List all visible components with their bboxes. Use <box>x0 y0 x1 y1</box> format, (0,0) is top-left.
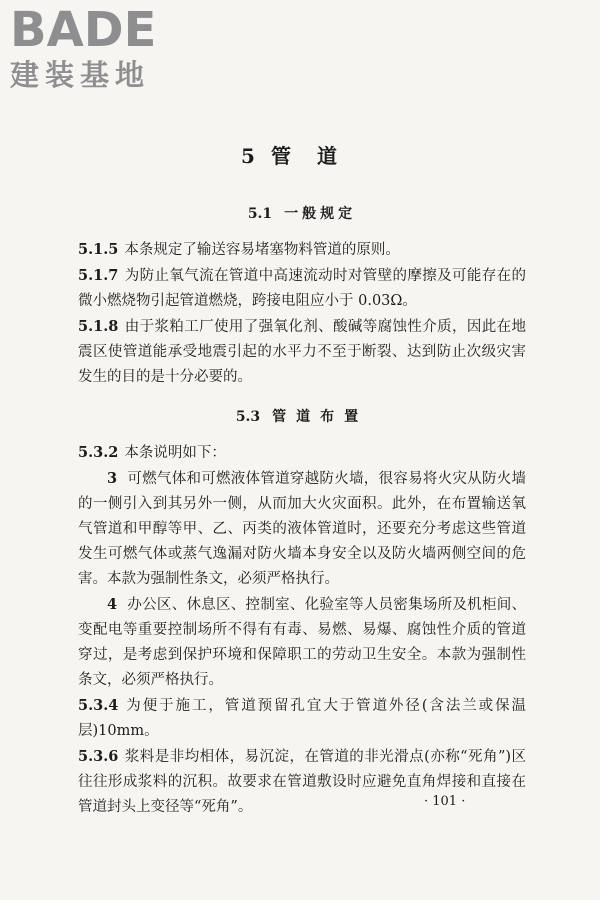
clause-5-1-8 <box>78 314 526 390</box>
clause-number: 5.3.6 <box>78 748 119 765</box>
clause-number: 5.3.4 <box>78 697 119 714</box>
clause-text: 为便于施工，管道预留孔宜大于管道外径(含法兰或保温层)10mm。 <box>78 698 526 739</box>
clause-number: 5.1.7 <box>78 267 119 284</box>
item-number: 3 <box>107 470 118 487</box>
clause-5-3-2 <box>78 440 526 466</box>
clause-text: 本条说明如下： <box>124 445 226 461</box>
item-number: 4 <box>107 596 118 613</box>
section-heading-5-3 <box>78 406 526 426</box>
item-text: 办公区、休息区、控制室、化验室等人员密集场所及机柜间、变配电等重要控制场所不得有有毒、易燃、易爆、腐蚀性介质的管道穿过，是考虑到保护环境和保障职工的劳动卫生安全。本款为强制性条文，必须严格执行。 <box>78 597 526 688</box>
clause-item-4 <box>78 592 526 693</box>
clause-item-3 <box>78 466 526 592</box>
clause-number: 5.1.5 <box>78 241 119 258</box>
clause-5-1-5 <box>78 237 526 263</box>
clause-text: 由于浆粕工厂使用了强氧化剂、酸碱等腐蚀性介质，因此在地震区使管道能承受地震引起的水平力不至于断裂、达到防止次级灾害发生的目的是十分必要的。 <box>78 319 526 385</box>
section-number: 5.1 <box>247 206 273 222</box>
clause-5-3-4 <box>78 693 526 744</box>
clause-text: 本条规定了输送容易堵塞物料管道的原则。 <box>124 242 400 258</box>
chapter-heading <box>78 140 526 169</box>
page-number: · 101 · <box>424 794 466 809</box>
section-title: 一般规定 <box>284 206 357 222</box>
logo <box>10 2 157 92</box>
clause-text: 浆料是非均相体，易沉淀，在管道的非光滑点(亦称“死角”)区往往形成浆料的沉积。故要求在管道敷设时应避免直角焊接和直接在管道封头上变径等“死角”。 <box>78 749 526 815</box>
chapter-number: 5 <box>241 144 257 168</box>
section-heading-5-1 <box>78 203 526 223</box>
clause-5-1-7 <box>78 263 526 314</box>
logo-wordmark: BADE <box>10 2 157 58</box>
section-number: 5.3 <box>235 409 261 425</box>
clause-number: 5.1.8 <box>78 318 119 335</box>
chapter-title: 管道 <box>270 144 363 168</box>
logo-subtitle: 建装基地 <box>10 58 151 92</box>
clause-text: 为防止氧气流在管道中高速流动时对管壁的摩擦及可能存在的微小燃烧物引起管道燃烧，跨接电阻应小于 0.03Ω。 <box>78 268 526 309</box>
section-title: 管道布置 <box>272 409 369 425</box>
document-page <box>78 140 526 820</box>
item-text: 可燃气体和可燃液体管道穿越防火墙，很容易将火灾从防火墙的一侧引入到其另外一侧，从而加大火灾面积。此外，在布置输送氧气管道和甲醇等甲、乙、丙类的液体管道时，还要充分考虑这些管道发生可燃气体或蒸气逸漏对防火墙本身安全以及防火墙两侧空间的危害。本款为强制性条文，必须严格执行。 <box>78 471 526 587</box>
clause-number: 5.3.2 <box>78 444 119 461</box>
